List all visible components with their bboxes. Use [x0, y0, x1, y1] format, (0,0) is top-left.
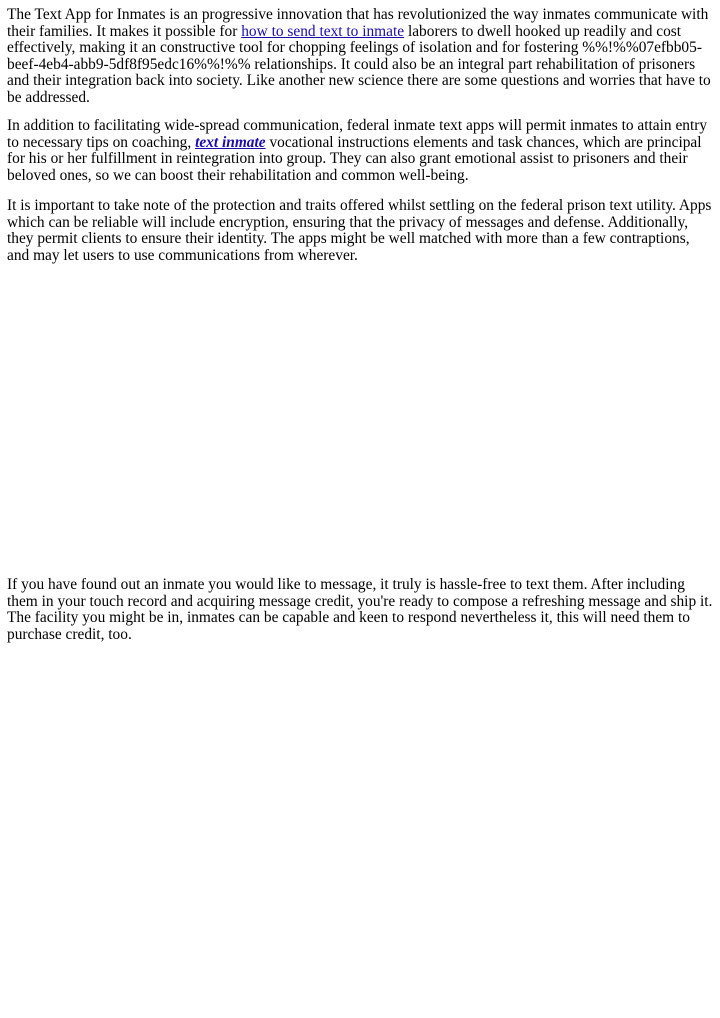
paragraph-intro-text-start: The Text App for Inmates is an progressive innovation that has revolutionized the way inmates communicate with their families. It makes it possible for — [7, 6, 709, 40]
paragraph-communication — [7, 118, 715, 184]
text-inmate-link[interactable]: text inmate — [195, 133, 266, 151]
paragraph-security: It is important to take note of the protection and traits offered whilst settling on the federal prison text utility. Apps which can be reliable will include encryption, ensuring that the privacy of messages and defense. Additionally, they permit clients to ensure their identity. The apps might be well matched with more than a few contraptions, and may let users to use communications from wherever. — [7, 197, 712, 264]
paragraph-intro-text-end: laborers to dwell hooked up readily and cost effectively, making it an constructive tool for chopping feelings of isolation and for fostering %%!%%07efbb05-beef-4eb4-abb9-5df8f95edc16%%!%% relationships. It could also be an integral part rehabilitation of prisoners and their integration back into society. Like another new science there are some questions and worries that have to be addressed. — [7, 22, 711, 106]
paragraph-communication-text-start: In addition to facilitating wide-spread communication, federal inmate text apps will permit inmates to attain entry to necessary tips on coaching, — [7, 117, 708, 151]
paragraph-intro — [7, 7, 715, 107]
how-to-send-text-to-inmate-link[interactable]: how to send text to inmate — [241, 22, 405, 40]
paragraph-communication-text-end: vocational instructions elements and task chances, which are principal for his or her fulfillment in reintegration into group. They can also grant emotional assist to prisoners and their beloved ones, so we can boost their rehabilitation and common well-being. — [7, 133, 702, 184]
paragraph-messaging: If you have found out an inmate you would like to message, it truly is hassle-free to text them. After including them in your touch record and acquiring message credit, you're ready to compose a refreshing message and ship it. The facility you might be in, inmates can be capable and keen to respond nevertheless it, this will need them to purchase credit, too. — [7, 576, 713, 643]
